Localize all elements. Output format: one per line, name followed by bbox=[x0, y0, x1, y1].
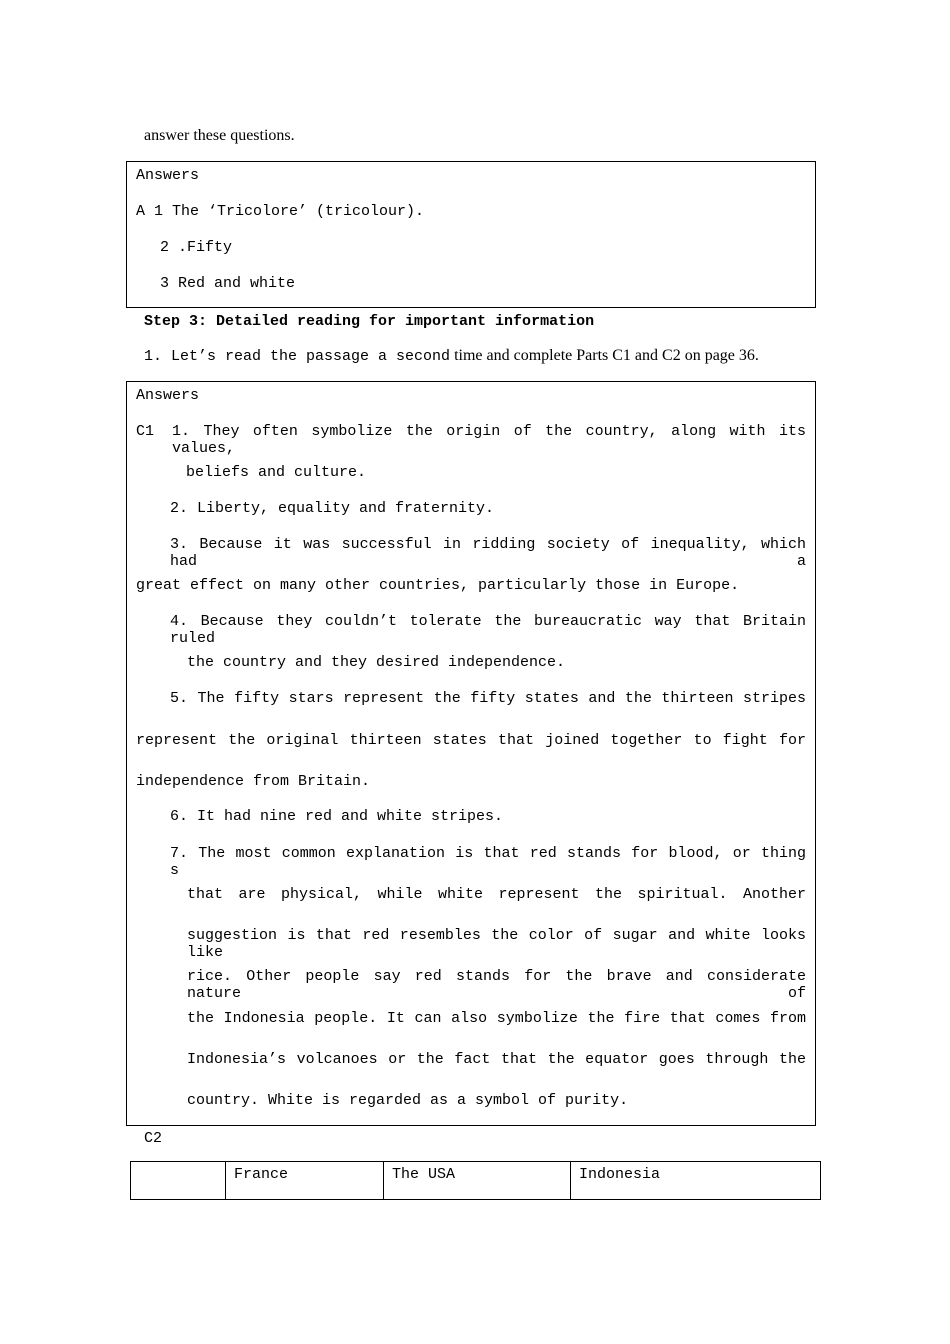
c1-answer-7-line5: the Indonesia people. It can also symbolize the fire that comes from bbox=[187, 1010, 806, 1027]
c2-header-france: France bbox=[226, 1162, 384, 1200]
c1-answer-7-line6: Indonesia’s volcanoes or the fact that the equator goes through the bbox=[187, 1051, 806, 1068]
answer-a2: 2 .Fifty bbox=[160, 239, 233, 256]
c2-header-blank bbox=[131, 1162, 226, 1200]
c1-answer-1-line2: beliefs and culture. bbox=[186, 464, 367, 481]
step3-heading: Step 3: Detailed reading for important information bbox=[144, 313, 595, 330]
c1-answer-7-line3: suggestion is that red resembles the color of sugar and white looks like bbox=[187, 927, 806, 961]
step3-task bbox=[144, 347, 759, 365]
c1-answer-7-line7: country. White is regarded as a symbol of purity. bbox=[187, 1092, 629, 1109]
c1-answer-5-line3: independence from Britain. bbox=[136, 773, 371, 790]
step3-task-part1: 1. Let’s read the passage a second bbox=[144, 348, 451, 365]
c2-header-indonesia: Indonesia bbox=[571, 1162, 821, 1200]
c1-answer-3-line2: great effect on many other countries, particularly those in Europe. bbox=[136, 577, 740, 594]
c2-header-usa: The USA bbox=[384, 1162, 571, 1200]
answers-heading-c1: Answers bbox=[136, 387, 200, 404]
c2-table bbox=[130, 1161, 821, 1200]
c1-answer-5-line2: represent the original thirteen states that joined together to fight for bbox=[136, 732, 806, 749]
c1-answer-2: 2. Liberty, equality and fraternity. bbox=[170, 500, 495, 517]
c1-answer-4-line2: the country and they desired independence. bbox=[187, 654, 566, 671]
step3-task-part2: time and complete Parts C1 and C2 on page 36. bbox=[454, 347, 759, 364]
c1-answer-3-line1: 3. Because it was successful in ridding society of inequality, which had a bbox=[170, 536, 806, 570]
answers-heading: Answers bbox=[136, 167, 200, 184]
answer-a1: A 1 The ‘Tricolore’ (tricolour). bbox=[136, 203, 425, 220]
c1-answer-6: 6. It had nine red and white stripes. bbox=[170, 808, 504, 825]
c1-answer-5-line1: 5. The fifty stars represent the fifty states and the thirteen stripes bbox=[170, 690, 806, 707]
table-row bbox=[131, 1162, 821, 1200]
c1-answer-1-line1: 1. They often symbolize the origin of the country, along with its values, bbox=[172, 423, 806, 457]
answer-a3: 3 Red and white bbox=[160, 275, 296, 292]
c1-answer-7-line2: that are physical, while white represent the spiritual. Another bbox=[187, 886, 806, 903]
c1-answer-7-line1: 7. The most common explanation is that red stands for blood, or thing s bbox=[170, 845, 806, 879]
intro-text: answer these questions. bbox=[144, 127, 295, 144]
c1-label: C1 bbox=[136, 423, 155, 440]
c2-label: C2 bbox=[144, 1130, 163, 1147]
c1-answer-4-line1: 4. Because they couldn’t tolerate the bureaucratic way that Britain ruled bbox=[170, 613, 806, 647]
c1-answer-7-line4: rice. Other people say red stands for the brave and considerate nature of bbox=[187, 968, 806, 1002]
